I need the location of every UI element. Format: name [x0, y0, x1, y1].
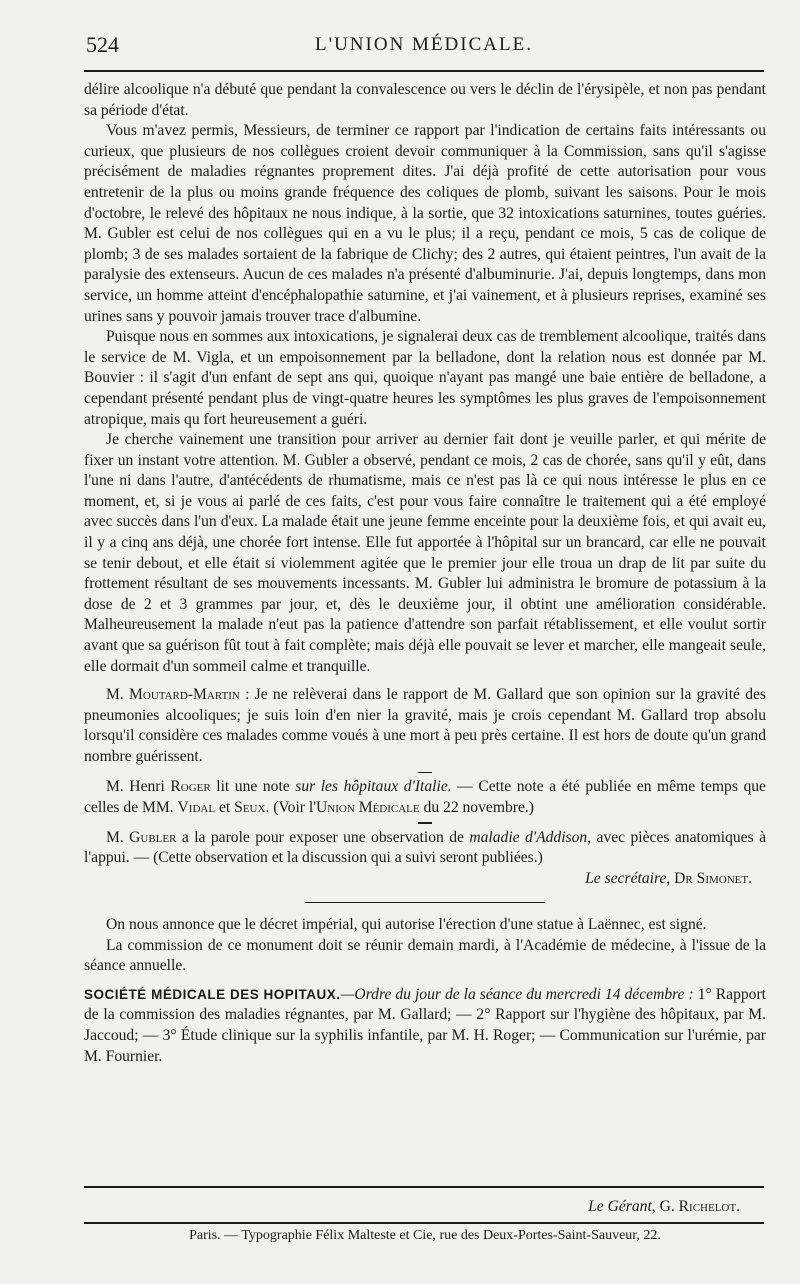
- secretary-signature: [84, 869, 766, 890]
- spacer: [84, 890, 766, 898]
- text-segment: M. Henri: [106, 778, 171, 796]
- journal-title: L'UNION MÉDICALE.: [315, 34, 533, 55]
- text-segment: et: [215, 798, 235, 816]
- paragraph-roger-note: [84, 777, 766, 818]
- footer-rule-top: [84, 1186, 764, 1188]
- text-segment: , avec pièces anatomiques à l'appui. — (Cette observation et la discussion qui a suivi seront publiées.): [84, 828, 766, 867]
- agenda-title: —Ordre du jour de la séance du mercredi 14 décembre :: [340, 985, 694, 1003]
- agenda-items: 1° Rapport de la commission des maladies régnantes, par M. Gallard; — 2° Rapport sur l'hygiène des hôpitaux, par M. Jaccoud; — 3° Étude clinique sur la syphilis infantile, par M. H. Roger; — Communication sur l'urémie, par M. Fournier.: [84, 985, 766, 1065]
- separator-dash: [418, 772, 432, 774]
- text-segment: a la parole pour exposer une observation de: [176, 828, 470, 846]
- text-segment: — Cette note a été publiée en même temps que celles de MM.: [84, 778, 766, 816]
- author-name: Seux: [234, 798, 266, 816]
- paragraph-chorea: Je cherche vainement une transition pour arriver au dernier fait dont je veuille parler, et qui mérite de fixer un instant votre attention. M. Gubler a observé, pendant ce mois, 2 cas de chorée, sans qu'il y eût, dans l'une ni dans l'autre, d'antécédents de rhumatisme, mais ce n'est pas là ce qui nous intéresse le plus en ce moment, et, si je vous ai parlé de ces faits, c'est pour vous faire connaître le traitement qui a été employé avec succès dans l'un d'eux. La malade était une jeune femme enceinte pour la deuxième fois, et qui avait eu, il y a cinq ans déjà, une chorée fort intense. Elle fut apportée à l'hôpital sur un brancard, car elle ne pouvait se tenir debout, et elle était si violemment agitée que le premier jour elle troua un drap de lit par suite du frottement résultant de ses mouvements incessants. M. Gubler lui administra le bromure de potassium à la dose de 2 et 3 grammes par jour, et, dès le deuxième jour, il obtint une amélioration considérable. Malheureusement la malade n'eut pas la patience d'attendre son parfait rétablissement, et elle voulut sortir avant que sa guérison fût tout à fait complète; mais déjà elle pouvait se lever et marcher, elle mangeait seule, elle dormait d'un sommeil calme et tranquille.: [84, 431, 766, 675]
- spacer: [84, 677, 766, 685]
- page-header: [86, 28, 762, 64]
- spacer: [84, 977, 766, 985]
- gerant-role: Le Gérant: [588, 1198, 652, 1215]
- footer-rule-bottom: [84, 1222, 764, 1224]
- gerant-signature: [588, 1198, 740, 1216]
- spacer: [84, 907, 766, 915]
- page-number: 524: [86, 32, 119, 57]
- paragraph-laennec-statue: On nous annonce que le décret impérial, qui autorise l'érection d'une statue à Laënnec, est signé.: [106, 916, 707, 934]
- paragraph-society-agenda: [84, 985, 766, 1067]
- section-separator: [84, 902, 766, 904]
- printer-imprint: Paris. — Typographie Félix Malteste et Cie, rue des Deux-Portes-Saint-Sauveur, 22.: [189, 1228, 661, 1243]
- disease-name: maladie d'Addison: [469, 828, 588, 846]
- separator: [84, 772, 766, 774]
- paragraph-gubler-addison: [84, 828, 766, 869]
- text-segment: lit une note: [210, 778, 296, 796]
- society-name: SOCIÉTÉ MÉDICALE DES HOPITAUX.: [84, 986, 341, 1002]
- paragraph-commission: La commission de ce monument doit se réunir demain mardi, à l'Académie de médecine, à l'issue de la séance annuelle.: [84, 936, 766, 975]
- text-segment: . (Voir l': [265, 798, 317, 816]
- gerant-name: , G. Richelot.: [651, 1198, 740, 1215]
- signature-role: Le secrétaire: [585, 869, 667, 887]
- article-body: [84, 80, 766, 1067]
- header-rule: [84, 70, 764, 72]
- speaker-text: Je ne relèverai dans le rapport de M. Gallard que son opinion sur la gravité des pneumonies alcooliques; je suis loin d'en nier la gravité, mais je crois cependant M. Gallard trop absolu lorsqu'il considère ces malades comme voués à une mort à peu près certaine. Il est hors de doute qu'un grand nombre guérissent.: [84, 686, 766, 765]
- speaker-name: M. Moutard-Martin :: [106, 686, 250, 704]
- separator: [84, 822, 766, 824]
- author-name: Vidal: [177, 798, 216, 816]
- text-segment: M.: [106, 828, 130, 846]
- paragraph-lead-colic: Vous m'avez permis, Messieurs, de terminer ce rapport par l'indication de certains faits intéressants ou curieux, que plusieurs de nos collègues croient devoir communiquer à la Commission, sans qu'il s'agisse précisément de maladies régnantes proprement dites. J'ai déjà profité de cette autorisation pour vous entretenir de la plus ou moins grande fréquence des coliques de plomb, suivant les saisons. Pour le mois d'octobre, le relevé des hôpitaux ne nous indique, à la sortie, que 32 intoxications saturnines, toutes guéries. M. Gubler est celui de nos collègues qui en a vu le plus; il a reçu, pendant ce mois, 5 cas de colique de plomb; 3 de ses malades sortaient de la fabrique de Clichy; des 2 autres, qui étaient peintres, l'un avait de la paralysie des extenseurs. Aucun de ces malades n'a présenté d'albuminurie. J'ai, depuis longtemps, dans mon service, un homme atteint d'encéphalopathie saturnine, et j'ai vainement, et à plusieurs reprises, examiné ses urines sans y pouvoir jamais trouver trace d'albumine.: [84, 122, 766, 325]
- signature-name: , Dr Simonet.: [666, 869, 752, 887]
- section-rule: [305, 902, 545, 904]
- text-segment: du 22 novembre.): [419, 798, 534, 816]
- author-name: Roger: [170, 778, 211, 796]
- note-title: sur les hôpitaux d'Italie.: [295, 778, 452, 796]
- paragraph-intoxications: Puisque nous en sommes aux intoxications, je signalerai deux cas de tremblement alcoolique, traités dans le service de M. Vigla, et un empoisonnement par la belladone, dont la relation nous est donnée par M. Bouvier : il s'agit d'un enfant de sept ans qui, quoique n'ayant pas mangé une baie entière de belladone, a cependant présenté pendant plus de vingt-quatre heures les symptômes les plus graves de l'empoisonnement atropique, mais qu fort heureusement a guéri.: [84, 328, 766, 428]
- journal-reference: Union Médicale: [316, 798, 420, 816]
- paragraph-continuation: délire alcoolique n'a débuté que pendant la convalescence ou vers le déclin de l'érysipèle, et non pas pendant sa période d'état.: [84, 81, 766, 119]
- separator-dash: [418, 822, 432, 824]
- paragraph-moutard-martin: [84, 685, 766, 767]
- author-name: Gubler: [129, 828, 177, 846]
